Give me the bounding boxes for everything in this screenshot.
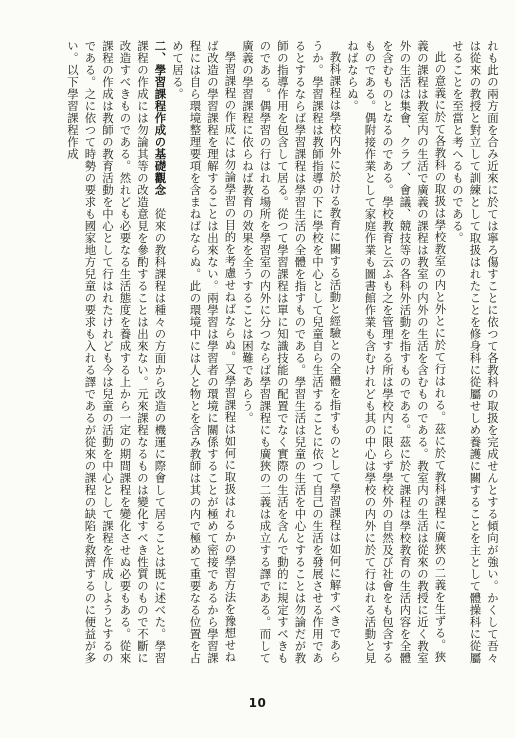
paragraph-5-body: 從來の教科課程は種々の方面から改造の機運に際會して居ることは既に述べた。學習課程の作成には勿論其等の改造意見を參酌することは出來ない。元來課程なるものは變化すべき性質のもので不斷に改造すべきものである。然れども必要なる生活態度を養成する上から一定の期間課程を變化させぬ必要もある。從來課程の作成は教師の教育活動を中心として行はれたけれども今は兒童の活動を中心として課程を作成しようとするのである。之に依つて時勢の要求も國家地方兒童の要求も入れる譯であるが從來の課程の缺陷を救濟するのに便益が多い。以下學習課程作成: [66, 40, 168, 664]
paragraph-2: 此の意義に於て各教科の取扱は學校教室の内と外とに於て行はれる。茲に於て教科課程に廣狹の二義を生ずる。狹義の課程は教室内の生活で廣義の課程は教室の内外の生活を含むものである。教室内の生活は從來の教授に近く教室外の生活は集會、クラブ、會議、競技等の各科外活動を指すものである。茲に於て課程は學校教育の生活内容を全體を含むものとなるのである。學校教育と云ふも之を管理する所は學校内に限らず學校外の自然及び社會をも包含するものである。偶附接作業として家庭作業も圖書館作業も含むけれども其の中心は學校の内外に於て行はれる活動と見ねばならぬ。: [346, 40, 448, 664]
paragraph-1: れも此の兩方面を合み近來に於ては寧ろ傷すことに依つて各教科の取扱を完成せんとする傾向が強い。かくして吾々は從來の教授と對立して訓練として取扱はれたことを修身科に從屬せしめ養護に關することを主として體操科に從屬せることを至當と考へるものである。: [451, 40, 500, 664]
paragraph-5: [64, 40, 169, 670]
paragraph-4: 學習課程の作成には勿論學習の目的を考慮せねばならぬ。又學習課程は如何に取扱はれるかの學習方法を豫想せねば改造の學習課程を理解することは出來ない。兩學習は學習者の環境に關係することが極めて密接であるから學習課程には自ら環境整理要項を含まねばならぬ。此の環境中には人と物とを含み教師は其の内で極めて重要なる位置を占めて居る。: [171, 40, 238, 664]
page-number: 10: [248, 696, 267, 710]
section-heading: 學習課程作成の基礎觀念: [153, 64, 168, 196]
vertical-text-body: [21, 40, 501, 670]
section-heading-number: 二、: [153, 40, 168, 64]
paragraph-3: 教科課程は學校内外に於ける教育に關する活動と經驗との全體を指すものとして學習課程は如何に解すべきであらうか。學習課程は教師指導の下に學校を中心として兒童自ら生活することに依つて自己の生活を發展させる作用であるとするならば學習課程は學習生活の全體を指すものである。學習生活は兒童の生活を中心とすることは勿論だが教師の指導作用を包含して居る。從つて學習課程は單に知識技能の配置でなく實際の生活を含んで動的に規定すべきものである。偶學習の行はれる場所を學習室の内外に分つならば學習課程にも廣狹の二義は成立する譯である。而して廣義の學習課程に依らねば教育の效果を全うすることは困難であらう。: [241, 40, 343, 664]
